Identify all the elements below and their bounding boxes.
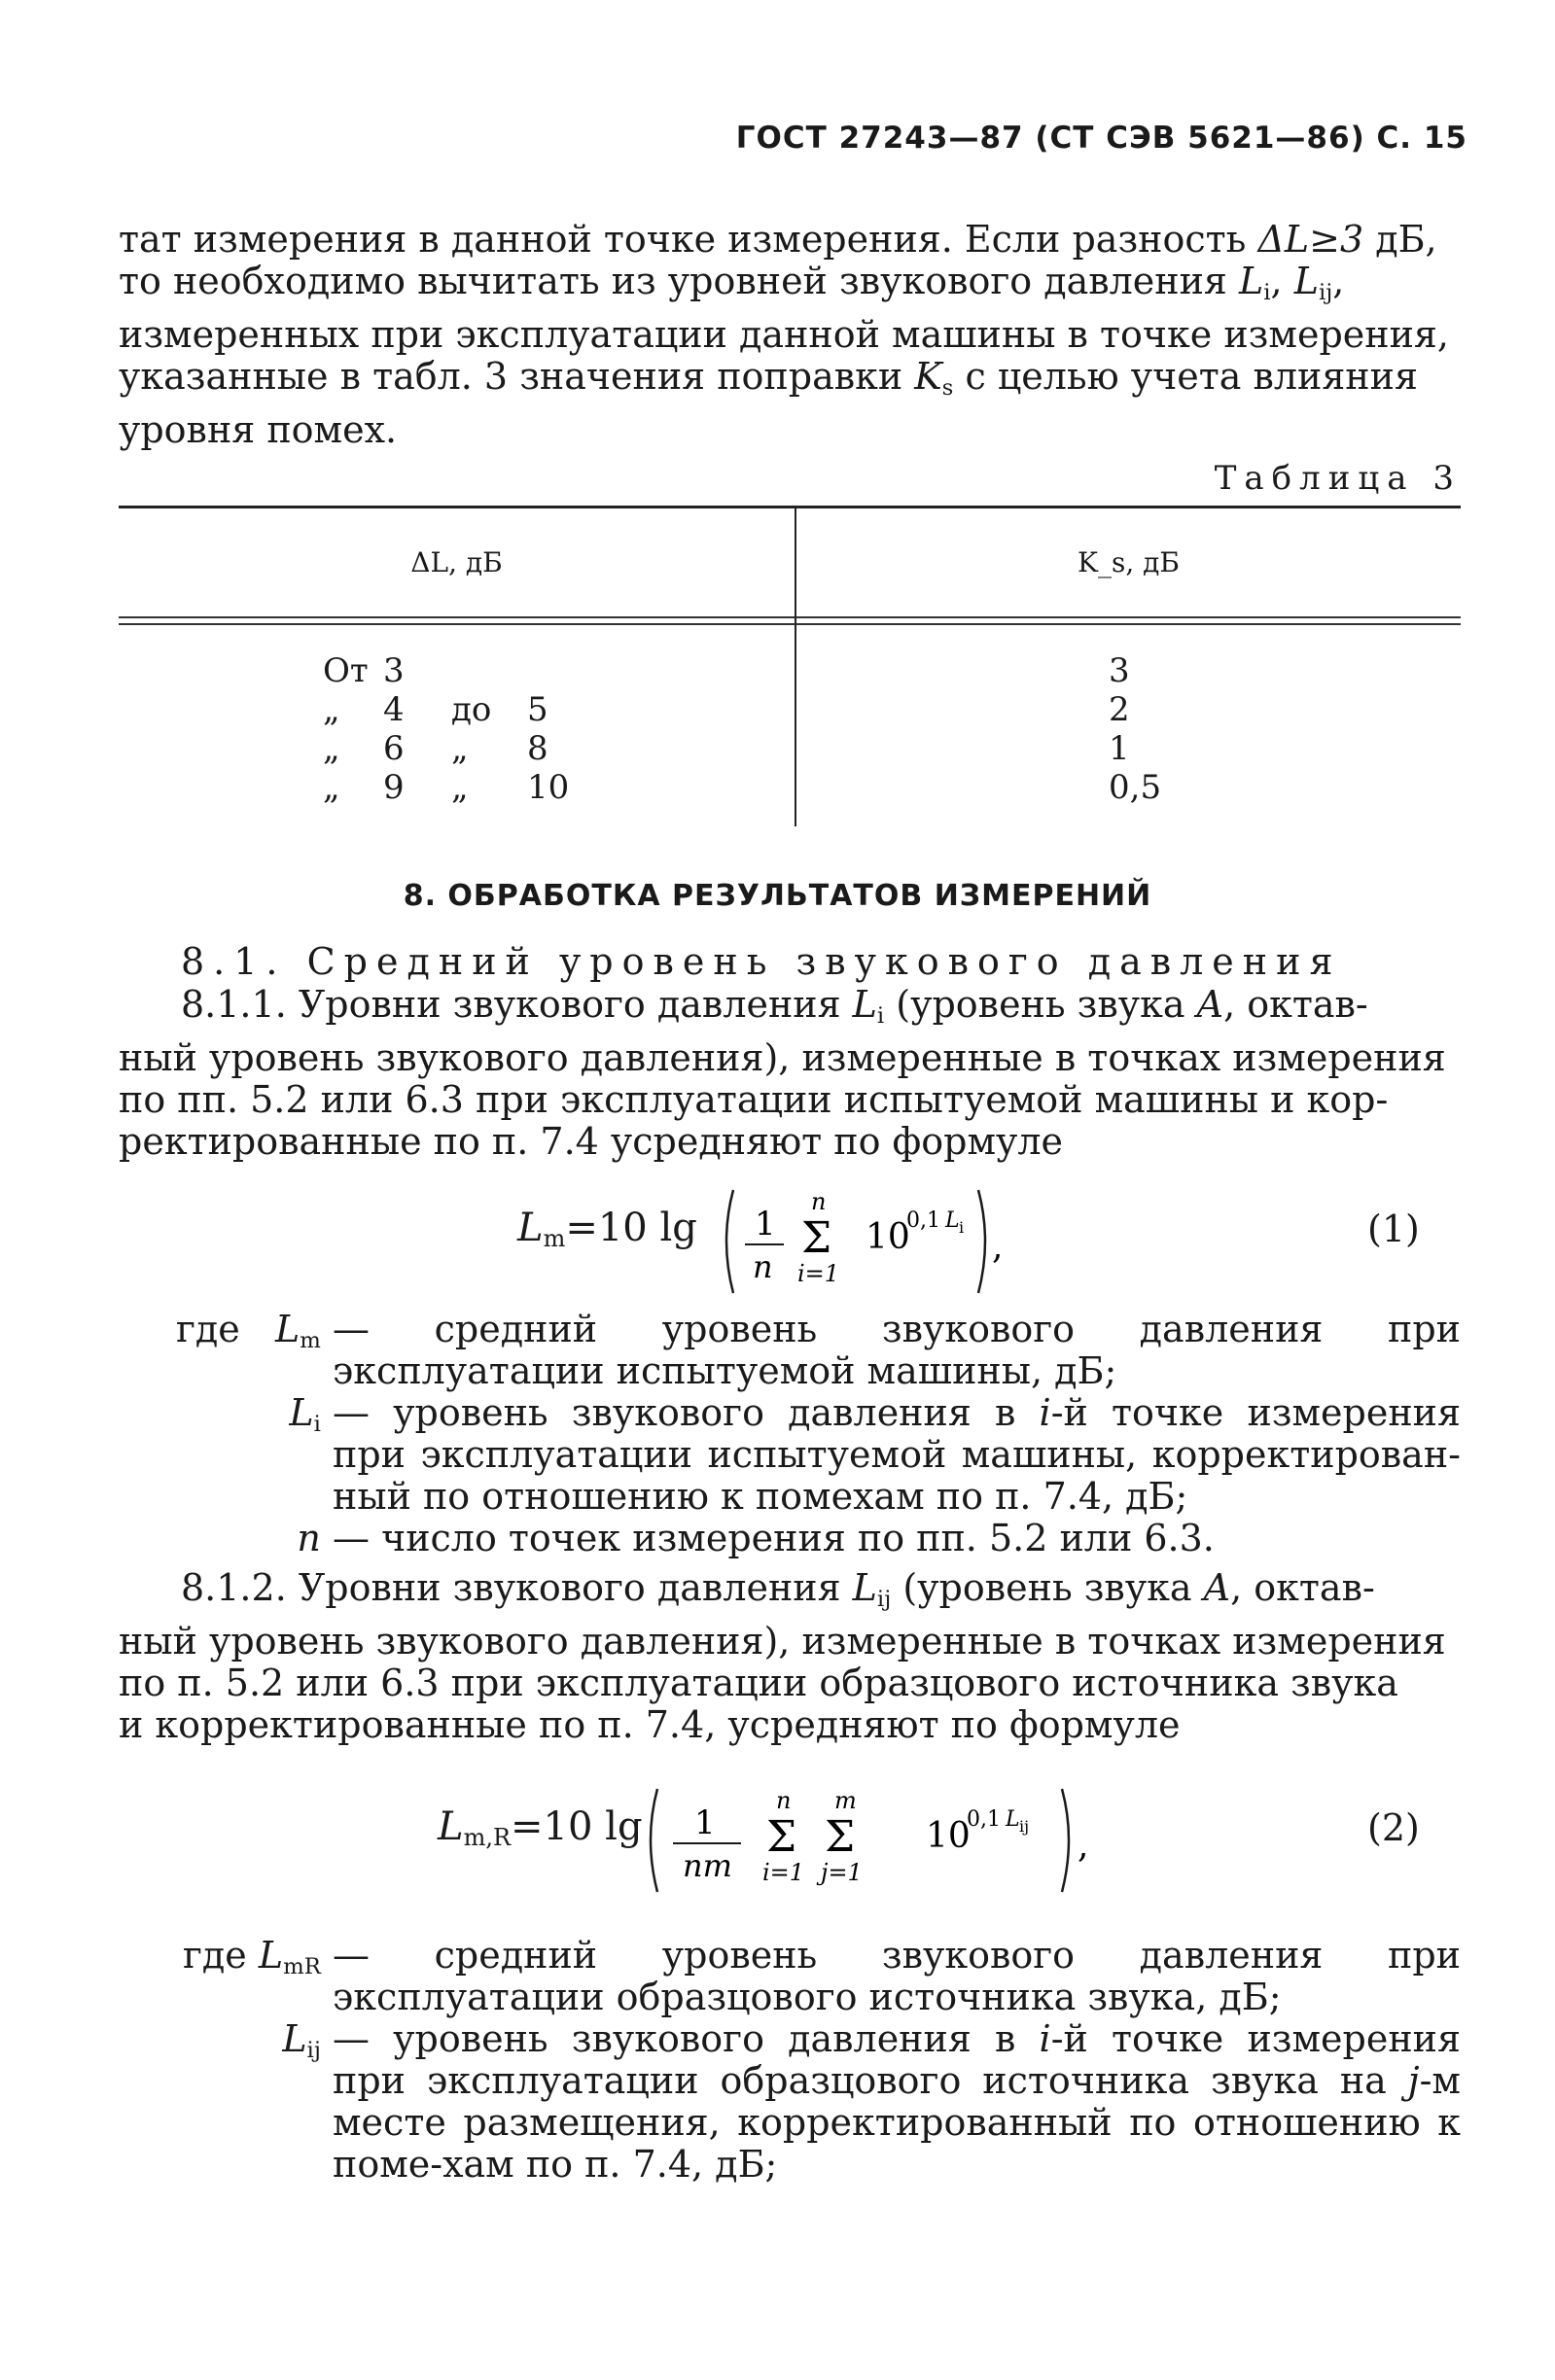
svg-text:Σ: Σ: [801, 1213, 832, 1263]
definitions-2: где $L_{mR}$ — средний уровень звукового давления при эксплуатации образцового источника звука, дБ; $L_{ij}$ — уровень звукового давления в i-й точке измерения при эксплуатации образцового источника звука на j-м месте размещения, корректированный по отношению к поме-хам по п. 7.4, дБ;: [182, 1934, 1461, 2186]
svg-text:,: ,: [1078, 1826, 1089, 1866]
table-caption: Таблица 3: [1214, 459, 1462, 498]
svg-text:Σ: Σ: [825, 1812, 856, 1862]
svg-text:1: 1: [694, 1803, 716, 1842]
table-row: „ 6 „ 8: [323, 729, 548, 768]
document-page: ГОСТ 27243—87 (СТ СЭВ 5621—86) С. 15 тат измерения в данной точке измерения. Если разность ΔL≥3 дБ, то необходимо вычитать из уровней звукового давления $L_i$, $L_{ij}$, измеренных при эксплуатации данной машины в точке измерения, указанные в табл. 3 значения поправки $K_s$ с целью учета влияния уровня помех. Таблица 3 ΔL, дБ K_s, дБ От 3 „ 4 до 5 „ 6 „ 8 „ 9 „ 10 3 2 1 0,5 8. ОБРАБОТКА РЕЗУЛЬТАТОВ ИЗМЕРЕНИЙ 8.1. Средний уровень звукового давления 8.1.1. Уровни звукового давления $L_i$ (уровень звука A, октав- ный уровень звукового давления), измеренные в точках измерения по пп. 5.2 или 6.3 при эксплуатации испытуемой машины и кор- ректированные по п. 7.4 усредняют по формуле $L_m=10$ lg 1 n n Σ i=1 10 0,1 L i , (1) где $L_m$ — средний уровень звукового давления при эксплуатации испытуемой машины, дБ; $L_i$ — уровень звукового давления в i-й точке измерения при эксплуатации испытуемой машины, корректирован-ный по отношению к помехам по п. 7.4, дБ; n — число точек измерения по пп. 5.2 или 6.3. 8.1.2. Уровни звукового давления $L_{ij}$ (уровень звука A, октав- ный уровень звукового давления), измеренные в точках измерения по п. 5.2 или 6.3 при эксплуатации образцового источника звука и корректированные по п. 7.4, усредняют по формуле $L_{m,R}=10$ lg 1 nm n Σ i=1 m Σ j=1 10 0,1 L ij , (2) где $L_{mR}$ — средний уровень звукового давления при эксплуатации образцового источника звука, дБ; $L_{ij}$ — уровень звукового давления в i-й точке измерения при эксплуатации образцового источника звука на j-м месте размещения, корректированный по отношению к поме-хам по п. 7.4, дБ;: [0, 0, 1555, 2380]
svg-text:n: n: [753, 1248, 773, 1285]
svg-text:ij: ij: [1019, 1817, 1030, 1836]
svg-text:1: 1: [755, 1205, 776, 1243]
formula-1-body: [720, 1184, 1070, 1301]
formula-2-body: [644, 1783, 1130, 1900]
svg-text:nm: nm: [683, 1847, 732, 1884]
svg-text:0,1: 0,1: [906, 1208, 940, 1233]
definitions-1: где $L_m$ — средний уровень звукового давления при эксплуатации испытуемой машины, дБ; $L_i$ — уровень звукового давления в i-й точке измерения при эксплуатации испытуемой машины, корректирован-ный по отношению к помехам по п. 7.4, дБ; n — число точек измерения по пп. 5.2 или 6.3.: [176, 1308, 1461, 1559]
table-cell-ks: 3: [1109, 651, 1130, 690]
svg-text:i=1: i=1: [797, 1260, 840, 1287]
section-title: 8. ОБРАБОТКА РЕЗУЛЬТАТОВ ИЗМЕРЕНИЙ: [403, 879, 1152, 913]
svg-text:i=1: i=1: [762, 1859, 805, 1886]
table-row: „ 9 „ 10: [323, 768, 570, 807]
table-header-ks: K_s, дБ: [1078, 546, 1180, 578]
svg-text:,: ,: [992, 1227, 1004, 1267]
svg-text:Σ: Σ: [766, 1812, 797, 1862]
subsection-8-1: [119, 941, 1461, 983]
svg-text:10: 10: [926, 1816, 971, 1856]
svg-text:L: L: [1006, 1807, 1020, 1832]
paragraph-8-1-1: 8.1.1. Уровни звукового давления $L_i$ (уровень звука A, октав- ный уровень звукового давления), измеренные в точках измерения по пп. 5.2 или 6.3 при эксплуатации испытуемой машины и кор- ректированные по п. 7.4 усредняют по формуле: [119, 983, 1446, 1163]
table-rule-header-double: [119, 623, 1461, 625]
table-column-delta-l: [323, 651, 569, 807]
svg-text:j=1: j=1: [821, 1859, 863, 1886]
table-row: „ 4 до 5: [323, 690, 548, 729]
table-header-delta-l: ΔL, дБ: [410, 546, 503, 578]
table-rule-header: [119, 616, 1461, 618]
svg-text:m: m: [834, 1787, 857, 1814]
table-cell-ks: 0,5: [1109, 768, 1162, 807]
formula-1-number: (1): [1367, 1208, 1420, 1250]
subsection-heading: 8.1. Средний уровень звукового давления: [181, 940, 1342, 983]
paragraph-8-1-2: 8.1.2. Уровни звукового давления $L_{ij}$ (уровень звука A, октав- ный уровень звукового давления), измеренные в точках измерения по п. 5.2 или 6.3 при эксплуатации образцового источника звука и корректированные по п. 7.4, усредняют по формуле: [119, 1566, 1446, 1746]
svg-text:10: 10: [866, 1217, 910, 1257]
svg-text:n: n: [811, 1188, 827, 1215]
formula-2-number: (2): [1367, 1806, 1420, 1849]
svg-text:i: i: [959, 1218, 965, 1237]
svg-text:0,1: 0,1: [967, 1807, 1001, 1832]
table-column-ks: [1109, 651, 1161, 807]
svg-text:L: L: [945, 1208, 960, 1233]
page-header: ГОСТ 27243—87 (СТ СЭВ 5621—86) С. 15: [735, 121, 1467, 156]
paragraph-intro: тат измерения в данной точке измерения. Если разность ΔL≥3 дБ, то необходимо вычитать из уровней звукового давления $L_i$, $L_{ij}$, измеренных при эксплуатации данной машины в точке измерения, указанные в табл. 3 значения поправки $K_s$ с целью учета влияния уровня помех.: [119, 218, 1449, 451]
table-cell-ks: 1: [1109, 729, 1130, 768]
correction-table: [119, 506, 1461, 826]
svg-text:n: n: [776, 1787, 792, 1814]
math-delta-l: ΔL≥3: [1257, 218, 1364, 261]
table-cell-ks: 2: [1109, 690, 1130, 729]
table-rule-top: [119, 506, 1461, 508]
table-row: От 3: [323, 651, 405, 690]
